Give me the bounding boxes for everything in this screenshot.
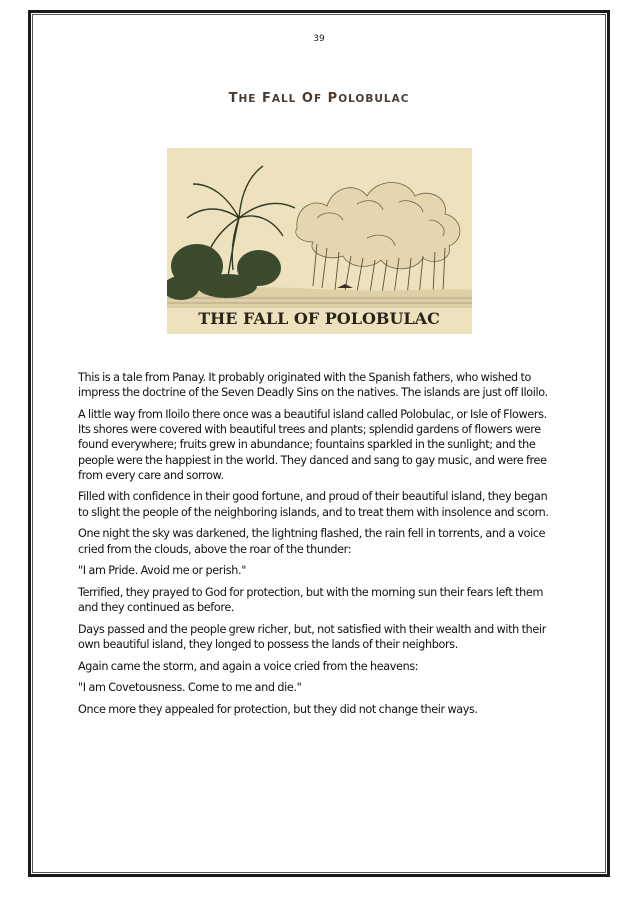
title-cap: O: [301, 91, 314, 106]
paragraph: "I am Covetousness. Come to me and die.": [78, 681, 302, 695]
paragraph: A little way from Iloilo there once was a beautiful island called Polobulac, or Isle of Flowers. Its shores were covered with beautiful trees and plants; splendid gardens of flowers were found everywhere; fruits grew in abundance; fountains sparkled in the sunlight; and the people were the happiest in the world. They danced and sang to gay music, and were free from every care and sorrow.: [78, 407, 547, 482]
paragraph: Terrified, they prayed to God for protection, but with the morning sun their fears left them and they continued as before.: [78, 585, 544, 615]
title-cap: T: [228, 91, 239, 106]
title-cap: F: [261, 91, 272, 106]
paragraph: "I am Pride. Avoid me or perish.": [78, 564, 246, 578]
paragraph: Days passed and the people grew richer, but, not satisfied with their wealth and with their own beautiful island, they longed to possess the lands of their neighbors.: [78, 622, 546, 652]
page-title: [0, 91, 638, 106]
body-text: [78, 370, 560, 724]
illustration-caption: THE FALL OF POLOBULAC: [198, 309, 440, 328]
paragraph: Filled with confidence in their good fortune, and proud of their beautiful island, they began to slight the people of the neighboring islands, and to treat them with insolence and scorn.: [78, 490, 549, 519]
illustration: [167, 148, 472, 334]
paragraph: One night the sky was darkened, the lightning flashed, the rain fell in torrents, and a voice cried from the clouds, above the roar of the thunder:: [78, 527, 546, 556]
paragraph: Once more they appealed for protection, but they did not change their ways.: [78, 703, 478, 717]
paragraph: Again came the storm, and again a voice cried from the heavens:: [78, 659, 419, 673]
title-cap: P: [327, 91, 339, 106]
title-rest: ALL: [271, 93, 297, 105]
page-number: 39: [313, 34, 325, 44]
title-rest: HE: [238, 93, 257, 105]
title-rest: OLOBULAC: [338, 93, 410, 105]
paragraph: This is a tale from Panay. It probably originated with the Spanish fathers, who wished to impress the doctrine of the Seven Deadly Sins on the natives. The islands are just off Iloilo.: [78, 371, 548, 400]
illustration-drawing: [167, 148, 472, 334]
title-rest: F: [313, 93, 323, 105]
